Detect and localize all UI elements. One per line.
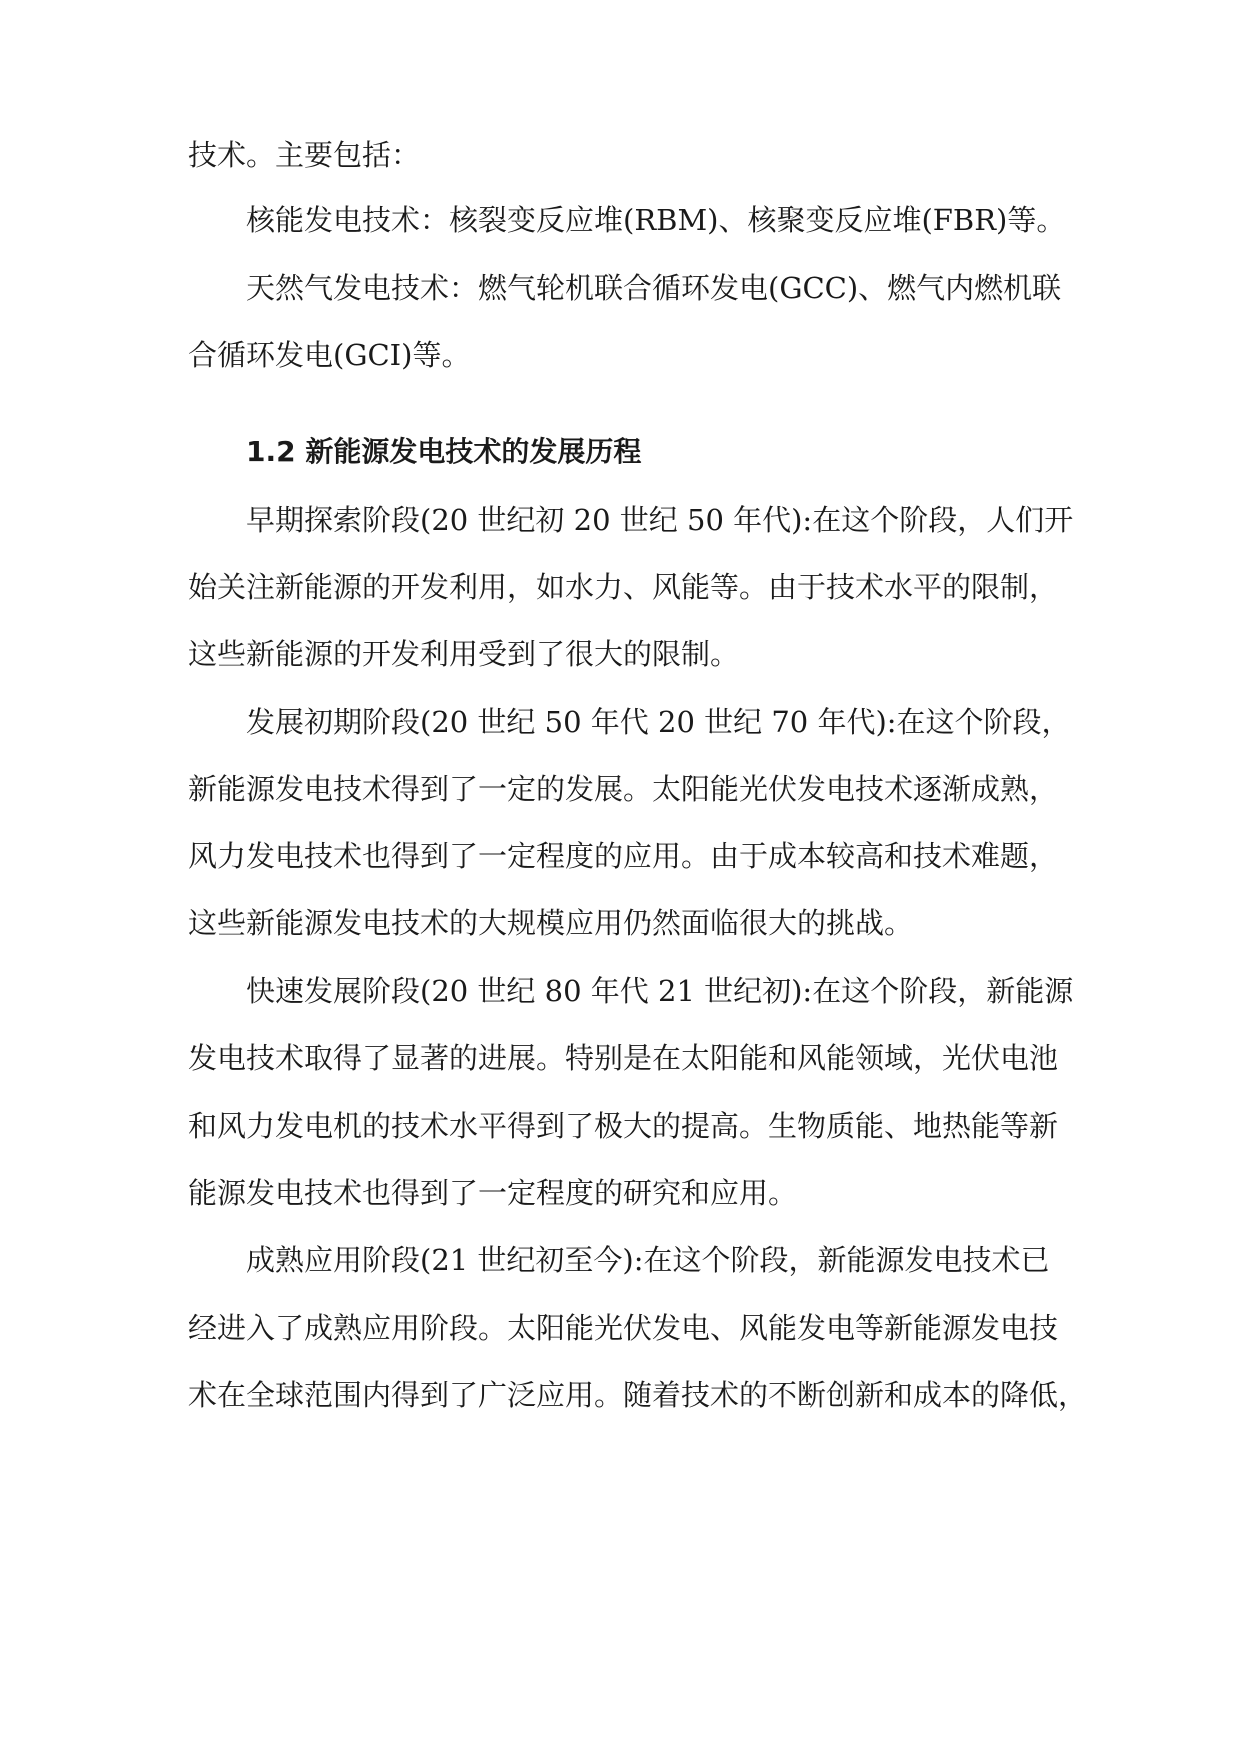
paragraph-line: 这些新能源的开发利用受到了很大的限制。 — [188, 637, 740, 671]
paragraph-line: 技术。主要包括： — [188, 138, 421, 172]
paragraph-line: 早期探索阶段(20 世纪初 20 世纪 50 年代):在这个阶段，人们开 — [246, 503, 1074, 537]
paragraph-line: 术在全球范围内得到了广泛应用。随着技术的不断创新和成本的降低， — [188, 1378, 1088, 1412]
paragraph-line: 和风力发电机的技术水平得到了极大的提高。生物质能、地热能等新 — [188, 1109, 1059, 1143]
paragraph-line: 天然气发电技术：燃气轮机联合循环发电(GCC)、燃气内燃机联 — [246, 271, 1062, 305]
paragraph-line: 新能源发电技术得到了一定的发展。太阳能光伏发电技术逐渐成熟， — [188, 772, 1059, 806]
paragraph-line: 发展初期阶段(20 世纪 50 年代 20 世纪 70 年代):在这个阶段， — [246, 705, 1071, 739]
paragraph-line: 始关注新能源的开发利用，如水力、风能等。由于技术水平的限制， — [188, 570, 1059, 604]
paragraph-line: 能源发电技术也得到了一定程度的研究和应用。 — [188, 1176, 798, 1210]
paragraph-line: 合循环发电(GCI)等。 — [188, 338, 471, 372]
paragraph-line: 快速发展阶段(20 世纪 80 年代 21 世纪初):在这个阶段，新能源 — [246, 974, 1074, 1008]
paragraph-line: 风力发电技术也得到了一定程度的应用。由于成本较高和技术难题， — [188, 839, 1059, 873]
paragraph-line: 这些新能源发电技术的大规模应用仍然面临很大的挑战。 — [188, 906, 914, 940]
paragraph-line: 核能发电技术：核裂变反应堆(RBM)、核聚变反应堆(FBR)等。 — [246, 203, 1066, 237]
paragraph-line: 发电技术取得了显著的进展。特别是在太阳能和风能领域，光伏电池 — [188, 1041, 1059, 1075]
paragraph-line: 经进入了成熟应用阶段。太阳能光伏发电、风能发电等新能源发电技 — [188, 1311, 1059, 1345]
section-heading: 1.2 新能源发电技术的发展历程 — [246, 435, 642, 468]
paragraph-line: 成熟应用阶段(21 世纪初至今):在这个阶段，新能源发电技术已 — [246, 1243, 1050, 1277]
